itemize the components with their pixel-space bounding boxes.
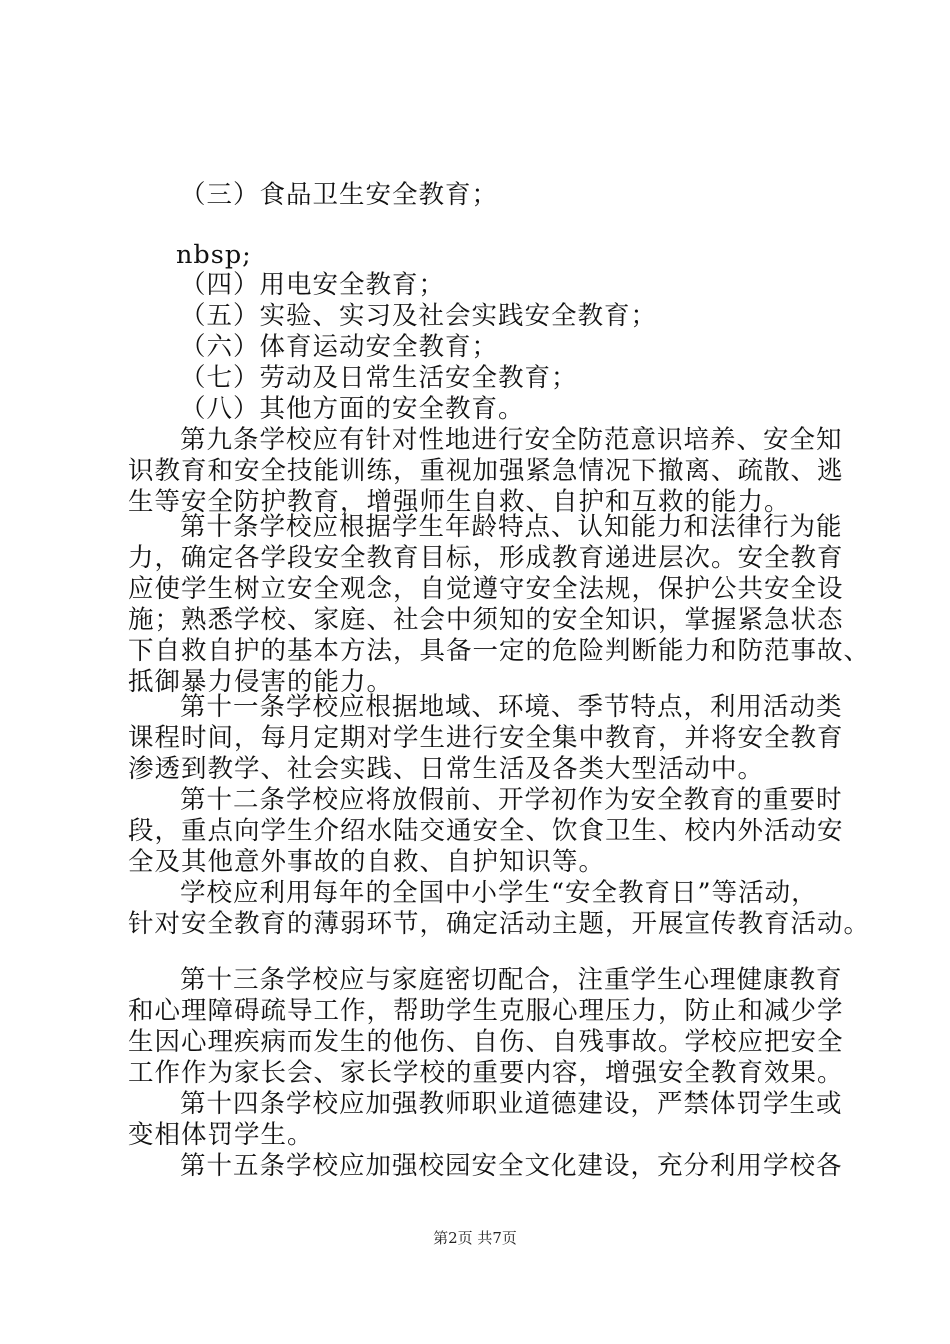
article-12-line-3: 全及其他意外事故的自救、自护知识等。 xyxy=(128,847,606,877)
article-13-line-3: 生因心理疾病而发生的他伤、自伤、自残事故。学校应把安全 xyxy=(128,1027,844,1057)
article-14-line-2: 变相体罚学生。 xyxy=(128,1120,314,1150)
article-10-line-1: 第十条学校应根据学生年龄特点、认知能力和法律行为能 xyxy=(180,512,843,542)
article-9-line-1: 第九条学校应有针对性地进行安全防范意识培养、安全知 xyxy=(180,425,843,455)
safety-day-line-2: 针对安全教育的薄弱环节，确定活动主题，开展宣传教育活动。 xyxy=(128,909,871,939)
item-7-labor-safety: （七）劳动及日常生活安全教育； xyxy=(180,363,578,393)
article-13-line-2: 和心理障碍疏导工作，帮助学生克服心理压力，防止和减少学 xyxy=(128,996,844,1026)
article-15-line-1: 第十五条学校应加强校园安全文化建设，充分利用学校各 xyxy=(180,1151,843,1181)
article-13-line-1: 第十三条学校应与家庭密切配合，注重学生心理健康教育 xyxy=(180,965,843,995)
page-footer: 第2页 共7页 xyxy=(433,1229,517,1247)
article-11-line-3: 渗透到教学、社会实践、日常生活及各类大型活动中。 xyxy=(128,754,765,784)
article-10-line-4: 施；熟悉学校、家庭、社会中须知的安全知识，掌握紧急状态 xyxy=(128,605,844,635)
article-12-line-2: 段，重点向学生介绍水陆交通安全、饮食卫生、校内外活动安 xyxy=(128,816,844,846)
stray-nbsp-text: nbsp; xyxy=(176,240,252,270)
article-13-line-4: 工作作为家长会、家长学校的重要内容，增强安全教育效果。 xyxy=(128,1058,844,1088)
article-14-line-1: 第十四条学校应加强教师职业道德建设，严禁体罚学生或 xyxy=(180,1089,843,1119)
article-9-line-3: 生等安全防护教育，增强师生自救、自护和互救的能力。 xyxy=(128,487,791,517)
item-5-practice-safety: （五）实验、实习及社会实践安全教育； xyxy=(180,301,658,331)
article-12-line-1: 第十二条学校应将放假前、开学初作为安全教育的重要时 xyxy=(180,785,843,815)
article-10-line-5: 下自救自护的基本方法，具备一定的危险判断能力和防范事故、 xyxy=(128,636,871,666)
article-11-line-2: 课程时间，每月定期对学生进行安全集中教育，并将安全教育 xyxy=(128,723,844,753)
item-8-other-safety: （八）其他方面的安全教育。 xyxy=(180,394,525,424)
safety-day-line-1: 学校应利用每年的全国中小学生“安全教育日”等活动， xyxy=(180,878,818,908)
article-11-line-1: 第十一条学校应根据地域、环境、季节特点，利用活动类 xyxy=(180,692,843,722)
item-4-electric-safety: （四）用电安全教育； xyxy=(180,270,446,300)
article-10-line-6: 抵御暴力侵害的能力。 xyxy=(128,667,394,697)
article-9-line-2: 识教育和安全技能训练，重视加强紧急情况下撤离、疏散、逃 xyxy=(128,456,844,486)
article-10-line-2: 力，确定各学段安全教育目标，形成教育递进层次。安全教育 xyxy=(128,543,844,573)
item-6-sports-safety: （六）体育运动安全教育； xyxy=(180,332,499,362)
item-3-food-safety: （三）食品卫生安全教育； xyxy=(180,180,499,210)
article-10-line-3: 应使学生树立安全观念，自觉遵守安全法规，保护公共安全设 xyxy=(128,574,844,604)
